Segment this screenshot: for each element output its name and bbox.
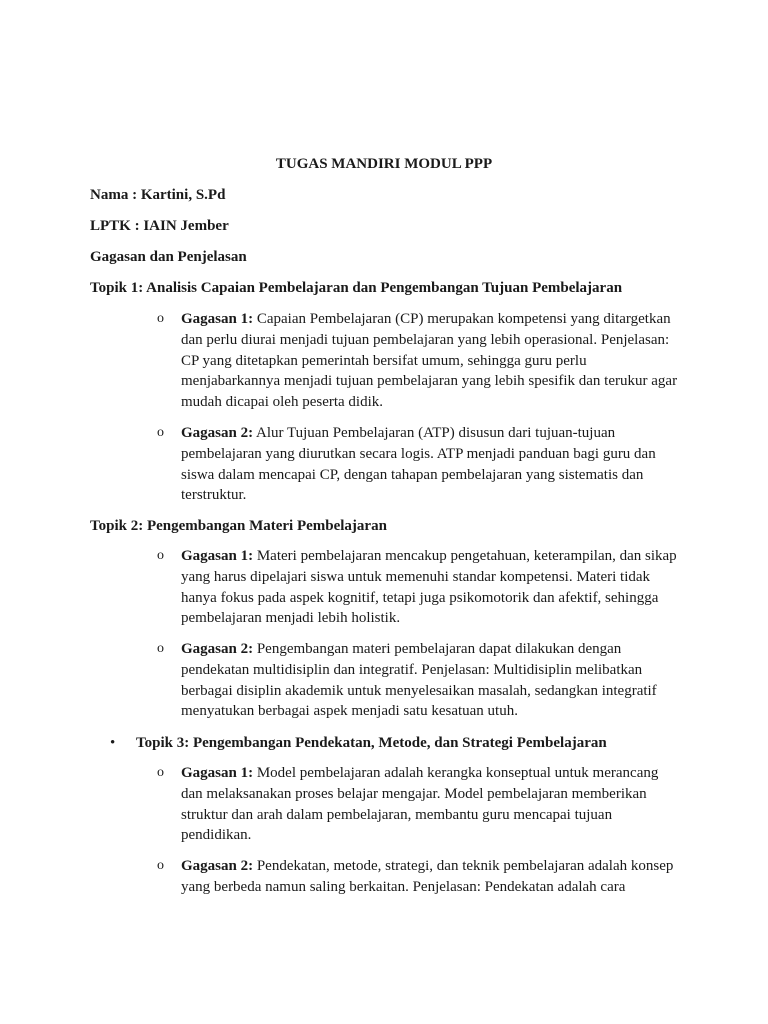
item-label: Gagasan 1: xyxy=(181,765,254,781)
list-item xyxy=(181,423,681,506)
list-item-marker: o xyxy=(157,641,164,656)
item-text: Pendekatan, metode, strategi, dan teknik pembelajaran adalah konsep yang berbeda namun saling berkaitan. Penjelasan: Pendekatan adalah cara xyxy=(181,858,674,895)
list-item xyxy=(181,546,681,629)
topic-heading-1: Topik 1: Analisis Capaian Pembelajaran dan Pengembangan Tujuan Pembelajaran xyxy=(90,280,623,296)
list-item-marker: o xyxy=(157,311,164,326)
document-title: TUGAS MANDIRI MODUL PPP xyxy=(275,156,493,172)
list-item xyxy=(181,639,681,722)
list-item xyxy=(181,763,681,846)
item-text: Model pembelajaran adalah kerangka konseptual untuk merancang dan melaksanakan proses belajar mengajar. Model pembelajaran memberikan struktur dan arah dalam pembelajaran, membantu guru mencapai tujuan pendidikan. xyxy=(181,765,659,844)
item-label: Gagasan 2: xyxy=(181,641,254,657)
item-text: Capaian Pembelajaran (CP) merupakan kompetensi yang ditargetkan dan perlu diurai menjadi tujuan pembelajaran yang lebih operasional. Penjelasan: CP yang ditetapkan pemerintah bersifat umum, sehingga guru perlu menjabarkannya menjadi tujuan pembelajaran yang lebih spesifik dan terukur agar mudah dicapai oleh peserta didik. xyxy=(181,311,678,411)
topic-heading-2: Topik 2: Pengembangan Materi Pembelajaran xyxy=(90,518,387,534)
list-item-marker: o xyxy=(157,425,164,440)
lptk-line: LPTK : IAIN Jember xyxy=(90,218,229,234)
item-text: Alur Tujuan Pembelajaran (ATP) disusun dari tujuan-tujuan pembelajaran yang diurutkan secara logis. ATP menjadi panduan bagi guru dan siswa dalam mencapai CP, dengan tahapan pembelajaran yang sistematis dan terstruktur. xyxy=(181,425,656,504)
item-label: Gagasan 1: xyxy=(181,311,254,327)
author-name: Nama : Kartini, S.Pd xyxy=(90,187,226,203)
topic-heading-3: Topik 3: Pengembangan Pendekatan, Metode, dan Strategi Pembelajaran xyxy=(136,735,607,751)
item-text: Pengembangan materi pembelajaran dapat dilakukan dengan pendekatan multidisiplin dan integratif. Penjelasan: Multidisiplin melibatkan berbagai disiplin akademik untuk menyelesaikan masalah, sedangkan integratif menyatukan berbagai aspek menjadi satu kesatuan utuh. xyxy=(181,641,657,720)
section-heading: Gagasan dan Penjelasan xyxy=(90,249,247,265)
list-item xyxy=(181,309,681,413)
list-item-marker: o xyxy=(157,765,164,780)
list-item xyxy=(181,856,681,898)
list-item-marker: o xyxy=(157,858,164,873)
list-item-marker: o xyxy=(157,548,164,563)
item-text: Materi pembelajaran mencakup pengetahuan, keterampilan, dan sikap yang harus dipelajari siswa untuk memenuhi standar kompetensi. Materi tidak hanya fokus pada aspek kognitif, tetapi juga psikomotorik dan afektif, sehingga pembelajaran menjadi lebih holistik. xyxy=(181,548,677,627)
bullet-icon: • xyxy=(110,735,116,751)
item-label: Gagasan 1: xyxy=(181,548,254,564)
item-label: Gagasan 2: xyxy=(181,858,254,874)
item-label: Gagasan 2: xyxy=(181,425,254,441)
